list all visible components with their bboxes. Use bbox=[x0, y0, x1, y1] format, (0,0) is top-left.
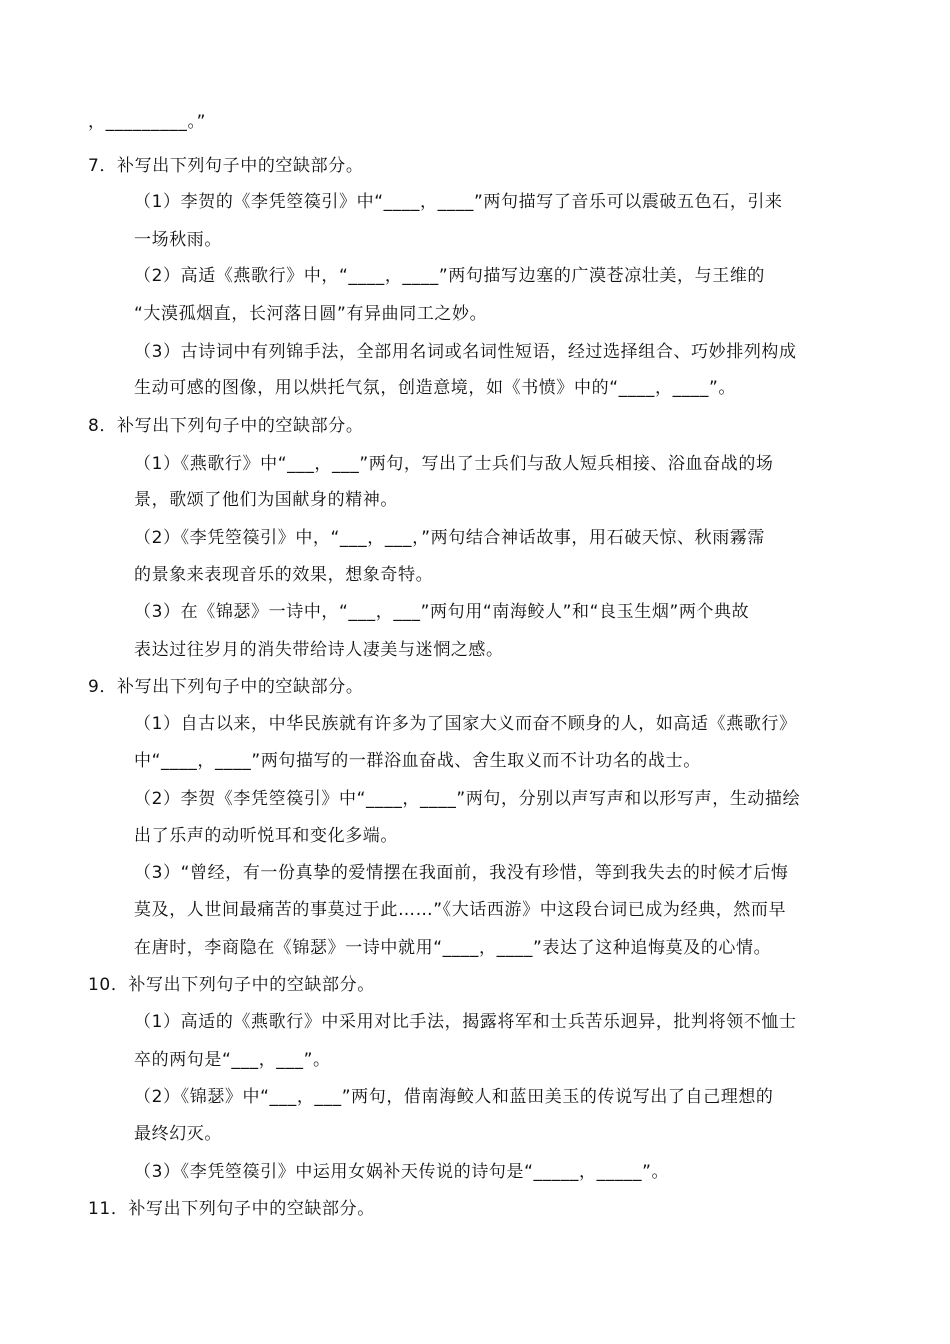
q10-item1-line1: （1）高适的《燕歌行》中采用对比手法，揭露将军和士兵苦乐迥异，批判将领不恤士 bbox=[134, 1012, 797, 1032]
q10-item2-line2: 最终幻灭。 bbox=[134, 1124, 222, 1144]
q8-item2-line2: 的景象来表现音乐的效果，想象奇特。 bbox=[134, 565, 434, 585]
q9-item3-line2: 莫及，人世间最痛苦的事莫过于此……”《大话西游》中这段台词已成为经典，然而早 bbox=[134, 900, 787, 920]
question-8-title: 8．补写出下列句子中的空缺部分。 bbox=[88, 416, 364, 436]
q10-item2-line1: （2）《锦瑟》中“___，___”两句，借南海鲛人和蓝田美玉的传说写出了自己理想的 bbox=[134, 1087, 774, 1107]
question-10-title: 10．补写出下列句子中的空缺部分。 bbox=[88, 975, 375, 995]
question-7-title: 7．补写出下列句子中的空缺部分。 bbox=[88, 156, 364, 176]
q7-item1-line2: 一场秋雨。 bbox=[134, 230, 222, 250]
q8-item3-line1: （3）在《锦瑟》一诗中，“___，___”两句用“南海鲛人”和“良玉生烟”两个典故 bbox=[134, 602, 750, 622]
q7-item2-line1: （2）高适《燕歌行》中，“____，____”两句描写边塞的广漠苍凉壮美，与王维的 bbox=[134, 266, 766, 286]
q7-item3-line2: 生动可感的图像，用以烘托气氛，创造意境，如《书愤》中的“____，____”。 bbox=[134, 378, 737, 398]
q8-item1-line1: （1）《燕歌行》中“___，___”两句，写出了士兵们与敌人短兵相接、浴血奋战的场 bbox=[134, 454, 774, 474]
q7-item3-line1: （3）古诗词中有列锦手法，全部用名词或名词性短语，经过选择组合、巧妙排列构成 bbox=[134, 342, 797, 362]
q10-item1-line2: 卒的两句是“___，___”。 bbox=[134, 1050, 331, 1070]
q10-item3-line1: （3）《李凭箜篌引》中运用女娲补天传说的诗句是“_____，_____”。 bbox=[134, 1162, 670, 1182]
q9-item3-line3: 在唐时，李商隐在《锦瑟》一诗中就用“____，____”表达了这种追悔莫及的心情。 bbox=[134, 938, 772, 958]
continuation-line: ，_________。” bbox=[88, 112, 207, 132]
q8-item1-line2: 景，歌颂了他们为国献身的精神。 bbox=[134, 490, 398, 510]
q8-item2-line1: （2）《李凭箜篌引》中，“___，___，”两句结合神话故事，用石破天惊、秋雨霧霈 bbox=[134, 528, 766, 548]
question-9-title: 9．补写出下列句子中的空缺部分。 bbox=[88, 677, 364, 697]
q9-item1-line2: 中“____，____”两句描写的一群浴血奋战、舍生取义而不计功名的战士。 bbox=[134, 751, 701, 771]
q9-item3-line1: （3）“曾经，有一份真挚的爱情摆在我面前，我没有珍惜，等到我失去的时候才后悔 bbox=[134, 863, 789, 883]
q7-item2-line2: “大漠孤烟直，长河落日圆”有异曲同工之妙。 bbox=[134, 304, 488, 324]
q9-item1-line1: （1）自古以来，中华民族就有许多为了国家大义而奋不顾身的人，如高适《燕歌行》 bbox=[134, 714, 797, 734]
question-11-title: 11．补写出下列句子中的空缺部分。 bbox=[88, 1199, 375, 1219]
q7-item1-line1: （1）李贺的《李凭箜篌引》中“____，____”两句描写了音乐可以震破五色石，引来 bbox=[134, 192, 783, 212]
q8-item3-line2: 表达过往岁月的消失带给诗人凄美与迷惘之感。 bbox=[134, 640, 504, 660]
q9-item2-line1: （2）李贺《李凭箜篌引》中“____，____”两句，分别以声写声和以形写声，生动描绘 bbox=[134, 789, 801, 809]
q9-item2-line2: 出了乐声的动听悦耳和变化多端。 bbox=[134, 826, 398, 846]
